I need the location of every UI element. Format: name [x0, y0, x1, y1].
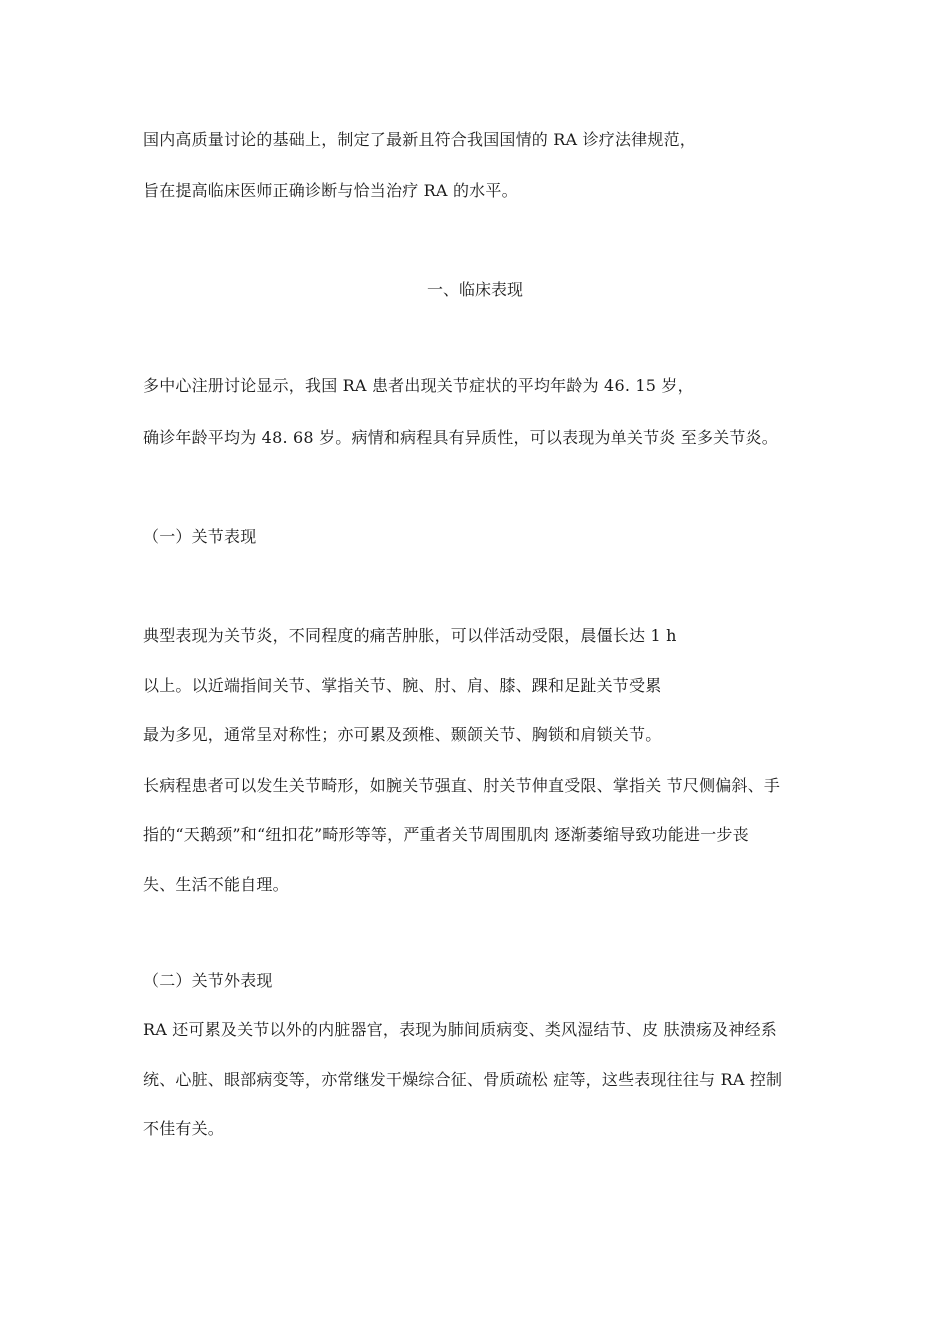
section-heading-clinical: 一、临床表现 [426, 280, 523, 299]
subsection1-line-1: 典型表现为关节炎，不同程度的痛苦肿胀，可以伴活动受限，晨僵长达 1 h [143, 626, 677, 645]
intro-line-2: 旨在提高临床医师正确诊断与恰当治疗 RA 的水平。 [143, 181, 518, 200]
subsection1-line-2: 以上。以近端指间关节、掌指关节、腕、肘、肩、膝、踝和足趾关节受累 [143, 676, 662, 695]
intro-line-1: 国内高质量讨论的基础上，制定了最新且符合我国国情的 RA 诊疗法律规范， [143, 130, 696, 149]
subsection1-line-3: 最为多见，通常呈对称性；亦可累及颈椎、颞颌关节、胸锁和肩锁关节。 [143, 725, 662, 744]
subsection2-line-2: 统、心脏、眼部病变等，亦常继发干燥综合征、骨质疏松 症等，这些表现往往与 RA 控制 [143, 1070, 783, 1089]
subsection2-line-1: RA 还可累及关节以外的内脏器官，表现为肺间质病变、类风湿结节、皮 肤溃疡及神经系 [143, 1020, 777, 1039]
subsection-heading-joint: （一）关节表现 [143, 527, 257, 546]
section1-line-1: 多中心注册讨论显示，我国 RA 患者出现关节症状的平均年龄为 46. 15 岁， [143, 376, 694, 395]
subsection2-line-3: 不佳有关。 [143, 1119, 225, 1138]
subsection1-line-6: 失、生活不能自理。 [143, 875, 289, 894]
subsection-heading-extra-articular: （二）关节外表现 [143, 971, 273, 990]
subsection1-line-4: 长病程患者可以发生关节畸形，如腕关节强直、肘关节伸直受限、掌指关 节尺侧偏斜、手 [143, 776, 781, 795]
subsection1-line-5: 指的“天鹅颈”和“纽扣花”畸形等等，严重者关节周围肌肉 逐渐萎缩导致功能进一步丧 [143, 825, 749, 844]
section1-line-2: 确诊年龄平均为 48. 68 岁。病情和病程具有异质性，可以表现为单关节炎 至多关节炎。 [143, 428, 778, 447]
